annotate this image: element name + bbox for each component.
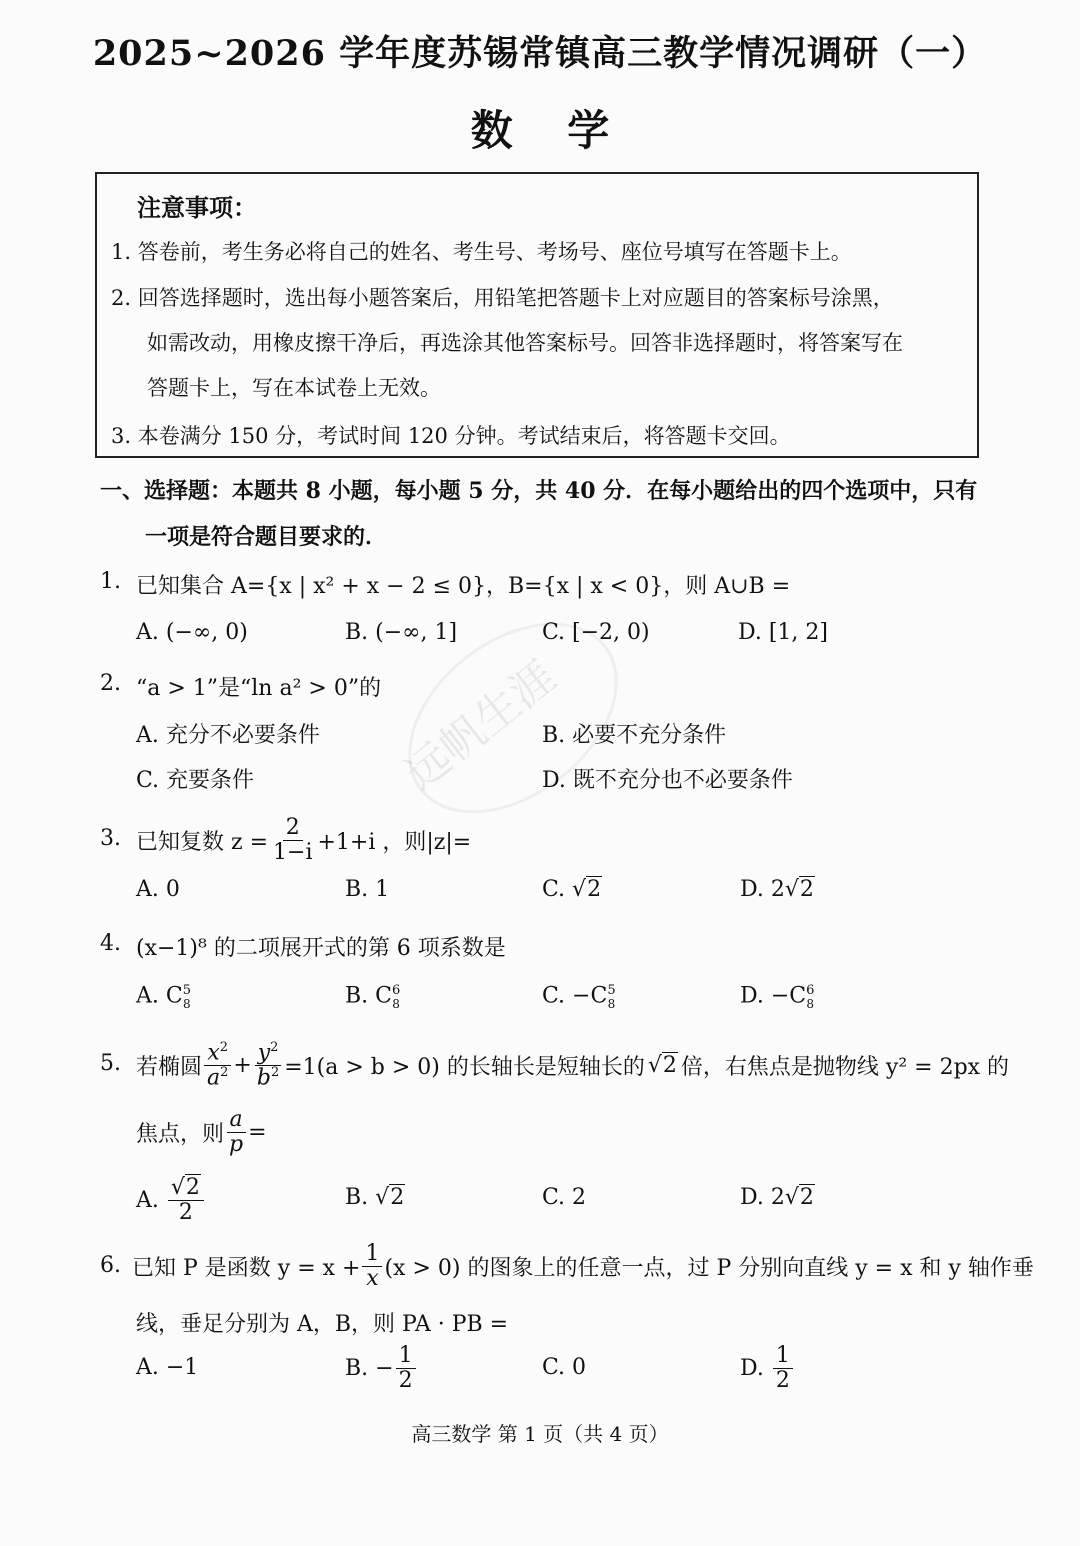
fraction-1-x: $\frac{1}{x}$ — [362, 1242, 382, 1289]
notice-item: 如需改动，用橡皮擦干净后，再选涂其他答案标号。回答非选择题时，将答案写在 — [147, 331, 903, 355]
question-5-equals: = — [248, 1119, 267, 1145]
notice-item: 3. 本卷满分 150 分，考试时间 120 分钟。考试结束后，将答题卡交回。 — [111, 424, 791, 448]
option-label: A. — [136, 1187, 159, 1213]
notice-item: 1. 答卷前，考生务必将自己的姓名、考生号、考场号、座位号填写在答题卡上。 — [111, 240, 852, 264]
question-2-option-c: C. 充要条件 — [136, 768, 255, 793]
question-6-number: 6. — [100, 1253, 121, 1278]
option-label: A. — [136, 983, 159, 1009]
fraction-a-p: $\frac{a}{p}$ — [226, 1108, 246, 1155]
question-6-option-a: A. −1 — [136, 1355, 199, 1380]
question-2-number: 2. — [100, 671, 121, 696]
question-6-stem-a: 已知 P 是函数 y = x + — [132, 1255, 361, 1281]
question-3-stem — [136, 812, 471, 868]
fraction-x2-a2: $\frac{x^2}{a^2}$ — [204, 1041, 231, 1089]
question-4-option-b: B. $C^6_8$ — [345, 983, 401, 1011]
question-6-option-d: D. $\frac{1}{2}$ — [740, 1340, 795, 1396]
question-1-option-a: A. (−∞, 0) — [136, 620, 248, 645]
question-2-stem: “a > 1”是“ln a² > 0”的 — [136, 676, 382, 701]
question-1-stem: 已知集合 A={x | x² + x − 2 ≤ 0}，B={x | x < 0}，则 A∪B = — [136, 574, 791, 599]
question-3-stem-a: 已知复数 z = — [136, 829, 269, 855]
notice-box — [95, 172, 979, 458]
question-5-option-b: B. √2 — [345, 1185, 405, 1210]
notice-item: 答题卡上，写在本试卷上无效。 — [147, 376, 441, 400]
question-4-option-d: D. $-C^6_8$ — [740, 983, 815, 1011]
option-label: D. — [740, 1355, 764, 1381]
question-5-line2-text: 焦点，则 — [136, 1121, 225, 1147]
question-5-option-a: A. $\frac{√2}{2}$ — [136, 1170, 206, 1230]
question-3-option-b: B. 1 — [345, 877, 390, 902]
page-title: 2025~2026 学年度苏锡常镇高三教学情况调研（一） — [92, 33, 988, 74]
notice-item: 2. 回答选择题时，选出每小题答案后，用铅笔把答题卡上对应题目的答案标号涂黑， — [111, 286, 894, 310]
question-2-option-a: A. 充分不必要条件 — [136, 723, 320, 748]
question-1-option-c: C. [−2, 0) — [542, 620, 650, 645]
question-3-option-c: C. √2 — [542, 877, 602, 902]
watermark: 远帆生涯 — [395, 651, 566, 800]
question-4-option-a: A. $C^5_8$ — [136, 983, 191, 1011]
question-3-number: 3. — [100, 826, 121, 851]
option-label: C. — [542, 983, 566, 1009]
option-label: D. 2 — [740, 877, 785, 902]
question-2-option-d: D. 既不充分也不必要条件 — [542, 768, 793, 793]
option-label: D. 2 — [740, 1185, 785, 1210]
section-heading: 一、选择题：本题共 8 小题，每小题 5 分，共 40 分．在每小题给出的四个选项中，只有 — [100, 478, 978, 504]
question-5-number: 5. — [100, 1051, 121, 1076]
question-2-option-b: B. 必要不充分条件 — [542, 723, 727, 748]
subject-title: 数 学 — [470, 106, 610, 155]
question-3-option-a: A. 0 — [136, 877, 180, 902]
question-4-stem: (x−1)⁸ 的二项展开式的第 6 项系数是 — [136, 936, 506, 961]
section-heading-cont: 一项是符合题目要求的． — [145, 524, 388, 550]
option-label: D. — [740, 983, 764, 1009]
question-5-line2 — [136, 1104, 267, 1160]
question-6-option-c: C. 0 — [542, 1355, 587, 1380]
question-1-option-d: D. [1, 2] — [738, 620, 828, 645]
fraction-y2-b2: $\frac{y^2}{b^2}$ — [254, 1041, 282, 1089]
question-6-option-b: B. − $\frac{1}{2}$ — [345, 1340, 418, 1396]
option-label: B. — [345, 983, 369, 1009]
question-5-stem-a: 若椭圆 — [136, 1054, 203, 1080]
question-5-stem-c: 倍，右焦点是抛物线 y² = 2px 的 — [680, 1054, 1010, 1080]
question-3-fraction — [270, 816, 315, 863]
question-5-option-c: C. 2 — [542, 1185, 587, 1210]
notice-heading: 注意事项： — [137, 193, 257, 222]
question-6-line2: 线，垂足分别为 A，B，则 PA · PB = — [136, 1312, 509, 1337]
question-5-stem-b: =1(a > b > 0) 的长轴长是短轴长的 — [284, 1054, 645, 1080]
question-1-number: 1. — [100, 569, 121, 594]
question-5-stem: 若椭圆 $\frac{x^2}{a^2}$ + $\frac{y^2}{b^2}$ =1(a > b > 0) 的长轴长是短轴长的 √2 倍，右焦点是抛物线 y² = 2px 的 — [136, 1040, 1010, 1090]
option-label: C. — [542, 877, 566, 902]
question-6-stem-b: (x > 0) 的图象上的任意一点，过 P 分别向直线 y = x 和 y 轴作垂 — [384, 1255, 1034, 1281]
question-4-option-c: C. $-C^5_8$ — [542, 983, 616, 1011]
question-1-option-b: B. (−∞, 1] — [345, 620, 458, 645]
option-label: B. — [345, 1185, 369, 1210]
option-label: B. − — [345, 1355, 394, 1381]
page-footer: 高三数学 第 1 页（共 4 页） — [411, 1422, 669, 1446]
question-3-option-d: D. 2√2 — [740, 877, 814, 902]
fraction-denominator: 1−i — [273, 839, 313, 865]
question-6-stem — [132, 1238, 1034, 1294]
question-3-stem-b: +1+i ，则|z|= — [317, 829, 472, 855]
question-5-option-d: D. 2√2 — [740, 1185, 814, 1210]
question-4-number: 4. — [100, 931, 121, 956]
fraction-numerator: 2 — [283, 816, 303, 840]
